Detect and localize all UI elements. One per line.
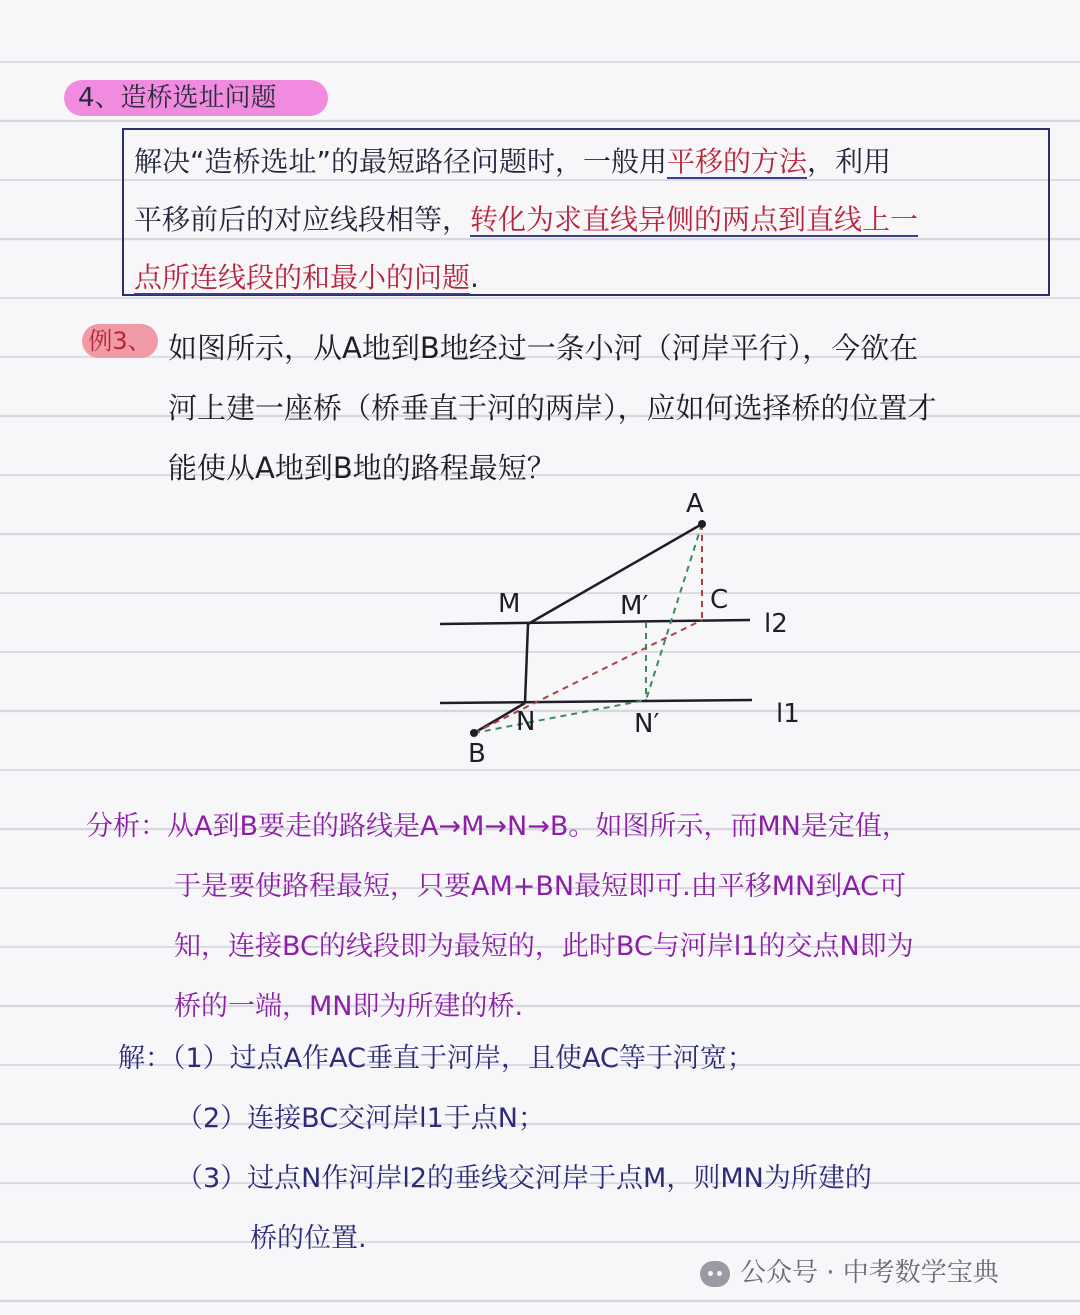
- label-C: C: [710, 585, 729, 615]
- solution-step-3-cont: 桥的位置.: [250, 1223, 367, 1254]
- bank-line-l1: [440, 700, 752, 703]
- segment-MN: [525, 624, 528, 703]
- label-l2: l2: [764, 609, 788, 639]
- bank-line-l2: [440, 620, 750, 624]
- analysis-line-3: 知，连接BC的线段即为最短的，此时BC与河岸l1的交点N即为: [174, 931, 914, 962]
- solution-step-3: （3）过点N作河岸l2的垂线交河岸于点M，则MN为所建的: [176, 1163, 872, 1194]
- question-line-1: 如图所示，从A地到B地经过一条小河（河岸平行），今欲在: [168, 331, 919, 365]
- highlight-conversion: 转化为求直线异侧的两点到直线上一: [470, 203, 919, 236]
- label-N-prime: N′: [634, 709, 660, 739]
- label-B: B: [468, 739, 486, 769]
- point-A: [698, 520, 706, 528]
- analysis-line-2: 于是要使路程最短，只要AM+BN最短即可.由平移MN到AC可: [174, 871, 907, 902]
- segment-BC: [474, 620, 702, 733]
- point-B: [470, 729, 478, 737]
- label-M: M: [498, 589, 521, 619]
- label-N: N: [516, 707, 536, 737]
- label-A: A: [686, 489, 704, 519]
- solution-step-1: 解：（1）过点A作AC垂直于河岸，且使AC等于河宽；: [118, 1043, 754, 1074]
- analysis-line-1: 分析：从A到B要走的路线是A→M→N→B。如图所示，而MN是定值，: [86, 811, 909, 842]
- wechat-icon: [700, 1261, 730, 1287]
- label-l1: l1: [776, 699, 800, 729]
- highlight-min-sum: 点所连线段的和最小的问题: [134, 261, 471, 294]
- label-M-prime: M′: [620, 591, 649, 621]
- solution-step-2: （2）连接BC交河岸l1于点N；: [176, 1103, 545, 1134]
- question-line-2: 河上建一座桥（桥垂直于河的两岸），应如何选择桥的位置才: [168, 391, 937, 425]
- box-line-2: 平移前后的对应线段相等，转化为求直线异侧的两点到直线上一: [134, 203, 919, 236]
- question-line-3: 能使从A地到B地的路程最短？: [168, 451, 556, 485]
- analysis-line-4: 桥的一端，MN即为所建的桥.: [174, 991, 524, 1022]
- section-title: 4、造桥选址问题: [64, 80, 328, 116]
- example-tag: 例3、: [82, 324, 158, 358]
- watermark: 公众号 · 中考数学宝典: [700, 1252, 999, 1289]
- box-line-3: 点所连线段的和最小的问题.: [134, 261, 479, 294]
- highlight-translation-method: 平移的方法: [667, 145, 808, 178]
- box-line-1: 解决“造桥选址”的最短路径问题时，一般用平移的方法，利用: [134, 145, 892, 178]
